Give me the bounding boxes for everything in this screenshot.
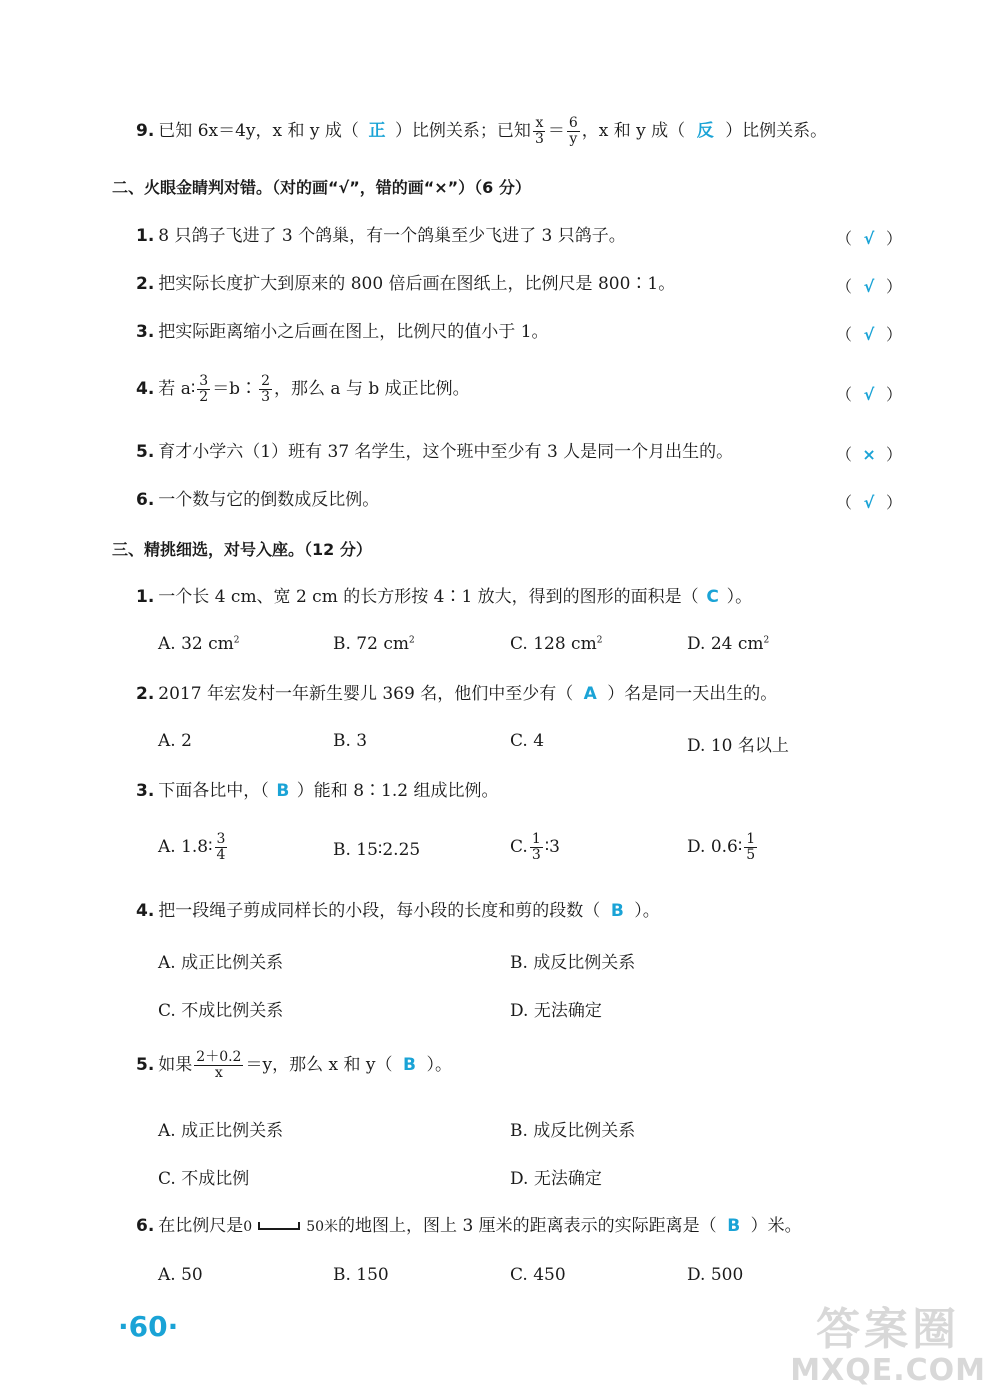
option-b: B. 3: [333, 731, 368, 751]
question-9: 9. 已知 6x＝4y，x 和 y 成（ 正 ）比例关系；已知 $\frac{x}{3}$ ＝ $\frac{6}{y}$ ，x 和 y 成（ 反 ）比例关系。: [136, 115, 828, 147]
option-d: D. 500: [687, 1265, 744, 1285]
choice-question-3: 3. 下面各比中，（ B ）能和 8∶1.2 组成比例。: [136, 781, 499, 801]
option-d: D. 10 名以上: [687, 736, 789, 756]
question-text: ）比例关系。: [725, 121, 828, 141]
fraction: $\frac{6}{y}$: [568, 115, 578, 147]
answer-blank: 反: [696, 121, 714, 141]
option-c: C. 450: [510, 1265, 566, 1285]
option-a: A. 成正比例关系: [158, 1121, 284, 1141]
fraction: $\frac{2+0.2}{x}$: [196, 1049, 242, 1081]
answer-blank: B: [727, 1216, 741, 1236]
option-d: D. 0.6∶ $\frac{1}{5}$: [687, 831, 756, 863]
judge-answer-5: （ × ）: [836, 445, 903, 464]
option-c: C. 4: [510, 731, 545, 751]
option-b: B. 15∶2.25: [333, 840, 421, 860]
question-text: ）比例关系；已知: [394, 121, 531, 141]
option-c: C. 不成比例关系: [158, 1001, 284, 1021]
judge-item-2: 2. 把实际长度扩大到原来的 800 倍后画在图纸上，比例尺是 800∶1。: [136, 274, 676, 294]
question-text: 已知 6x＝4y，x 和 y 成（: [158, 121, 359, 141]
fraction: $\frac{3}{2}$: [199, 373, 209, 405]
option-d: D. 无法确定: [510, 1001, 602, 1021]
choice-question-6: 6. 在比例尺是0 50米的地图上，图上 3 厘米的距离表示的实际距离是（ B ）米。: [136, 1213, 802, 1239]
option-c: C. 不成比例: [158, 1169, 250, 1189]
answer-blank: C: [706, 587, 719, 607]
option-a: A. 32 $cm^2$: [158, 634, 240, 654]
watermark-url: MXQE.COM: [790, 1353, 986, 1388]
watermark-logo: 答案圈: [816, 1304, 961, 1355]
option-c: C. 128 $cm^2$: [510, 634, 603, 654]
judge-item-4: 4. 若 a∶ $\frac{3}{2}$ ＝b∶ $\frac{2}{3}$ ，那么 a 与 b 成正比例。: [136, 373, 470, 405]
judge-item-6: 6. 一个数与它的倒数成反比例。: [136, 490, 380, 510]
choice-question-5: 5. 如果 $\frac{2+0.2}{x}$ ＝y，那么 x 和 y（ B ）。: [136, 1049, 452, 1081]
fraction: $\frac{x}{3}$: [534, 115, 544, 147]
choice-question-1: 1. 一个长 4 cm、宽 2 cm 的长方形按 4∶1 放大，得到的图形的面积是（ C ）。: [136, 587, 753, 607]
answer-blank: B: [610, 901, 624, 921]
option-b: B. 成反比例关系: [510, 1121, 636, 1141]
scale-bar: 0 50米: [243, 1219, 339, 1235]
judge-answer-6: （ √ ）: [836, 493, 903, 512]
section-3-title: 三、精挑细选，对号入座。（12 分）: [112, 540, 372, 559]
judge-answer-1: （ √ ）: [836, 229, 903, 248]
judge-item-5: 5. 育才小学六（1）班有 37 名学生，这个班中至少有 3 人是同一个月出生的。: [136, 442, 734, 462]
question-text: ，x 和 y 成（: [581, 121, 686, 141]
section-2-title: 二、火眼金睛判对错。（对的画“√”，错的画“×”）（6 分）: [112, 178, 531, 197]
judge-answer-4: （ √ ）: [836, 385, 903, 404]
option-a: A. 1.8∶ $\frac{3}{4}$: [158, 831, 226, 863]
option-d: D. 24 $cm^2$: [687, 634, 770, 654]
answer-blank: 正: [368, 121, 386, 141]
option-b: B. 成反比例关系: [510, 953, 636, 973]
question-number: 9.: [136, 121, 155, 141]
judge-item-3: 3. 把实际距离缩小之后画在图上，比例尺的值小于 1。: [136, 322, 549, 342]
choice-question-4: 4. 把一段绳子剪成同样长的小段，每小段的长度和剪的段数（ B ）。: [136, 901, 660, 921]
answer-blank: B: [403, 1055, 416, 1075]
option-a: A. 50: [158, 1265, 203, 1285]
judge-answer-3: （ √ ）: [836, 325, 903, 344]
answer-blank: B: [276, 781, 290, 801]
option-d: D. 无法确定: [510, 1169, 602, 1189]
watermark: [790, 1305, 986, 1387]
judge-item-1: 1. 8 只鸽子飞进了 3 个鸽巢，有一个鸽巢至少飞进了 3 只鸽子。: [136, 226, 626, 246]
judge-answer-2: （ √ ）: [836, 277, 903, 296]
option-a: A. 成正比例关系: [158, 953, 284, 973]
option-a: A. 2: [158, 731, 192, 751]
option-c: C. $\frac{1}{3}$ ∶3: [510, 831, 560, 863]
option-b: B. 150: [333, 1265, 389, 1285]
page-number: ·60·: [118, 1310, 179, 1343]
option-b: B. 72 $cm^2$: [333, 634, 415, 654]
answer-blank: A: [583, 684, 597, 704]
fraction: $\frac{2}{3}$: [261, 373, 270, 405]
choice-question-2: 2. 2017 年宏发村一年新生婴儿 369 名，他们中至少有（ A ）名是同一天出生的。: [136, 684, 778, 704]
